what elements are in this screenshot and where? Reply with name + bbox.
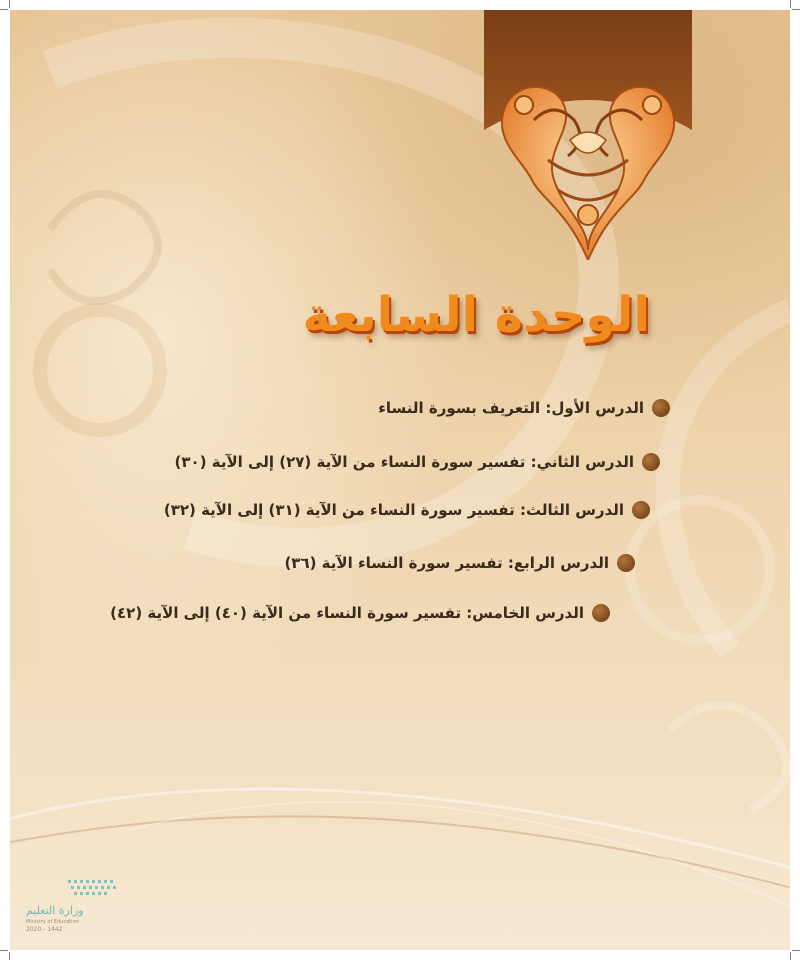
ministry-logo-dots-icon xyxy=(66,878,126,902)
ministry-subtitle: Ministry of Education xyxy=(26,919,79,925)
ornament-banner-icon xyxy=(484,10,692,260)
lesson-text: الدرس الرابع: تفسير سورة النساء الآية (٣٦) xyxy=(284,554,609,572)
crop-mark xyxy=(792,9,800,10)
lesson-item-2 xyxy=(170,447,660,477)
crop-mark xyxy=(0,9,8,10)
crop-mark xyxy=(790,952,791,960)
unit-title: الوحدة السابعة xyxy=(302,287,650,343)
crop-mark xyxy=(792,950,800,951)
ministry-logo xyxy=(24,878,144,948)
lesson-text: الدرس الخامس: تفسير سورة النساء من الآية (٤٠) إلى الآية (٤٢) xyxy=(110,604,584,622)
lesson-item-5 xyxy=(90,598,610,628)
bullet-dot-icon xyxy=(617,554,635,572)
lesson-text: الدرس الأول: التعريف بسورة النساء xyxy=(378,399,644,417)
lesson-item-1 xyxy=(360,393,670,423)
bullet-dot-icon xyxy=(642,453,660,471)
bullet-dot-icon xyxy=(632,501,650,519)
crop-mark xyxy=(9,952,10,960)
bullet-dot-icon xyxy=(592,604,610,622)
ministry-name: وزارة التعليم xyxy=(26,904,84,917)
ministry-year: 2020 - 1442 xyxy=(26,926,63,933)
lesson-text: الدرس الثالث: تفسير سورة النساء من الآية (٣١) إلى الآية (٣٢) xyxy=(163,501,624,519)
lesson-item-3 xyxy=(150,495,650,525)
lesson-text: الدرس الثاني: تفسير سورة النساء من الآية (٢٧) إلى الآية (٣٠) xyxy=(174,453,634,471)
crop-mark xyxy=(790,0,791,8)
lesson-item-4 xyxy=(260,548,635,578)
crop-mark xyxy=(0,950,8,951)
bullet-dot-icon xyxy=(652,399,670,417)
cover-panel xyxy=(10,10,790,950)
crop-mark xyxy=(9,0,10,8)
